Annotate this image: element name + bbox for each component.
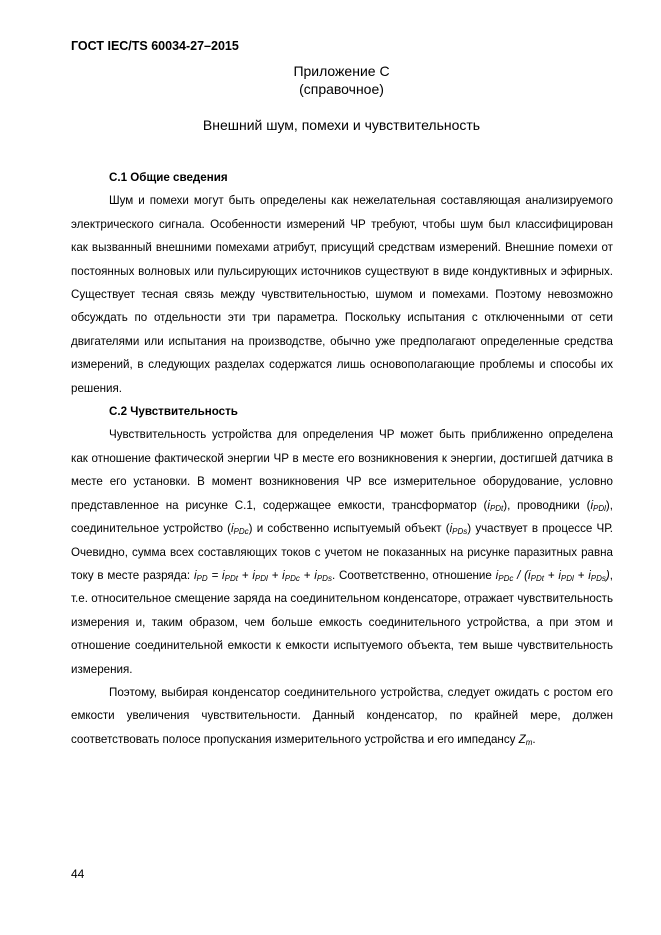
current-symbol: $i_{PDt}$: [487, 498, 504, 513]
text-run: ) и собственно испытуемый объект (: [248, 522, 450, 536]
paragraph-c1: Шум и помехи могут быть определены как нежелательная составляющая анализируемого электрического сигнала. Особенности измерений ЧР требуют, чтобы шум был классифицирован как вызванный внешними помехами атрибут, присущий средствам измерений. Внешние помехи от постоянных волновых или пульсирующих источников существуют в виде кондуктивных и эфирных. Существует тесная связь между чувствительностью, шумом и помехами. Поэтому невозможно обсуждать по отдельности эти три параметра. Поскольку испытания с отключенными от сети двигателями или испытания на производстве, обычно уже предполагают определенные средства измерений, в следующих разделах содержатся лишь основополагающие проблемы и способы их решения.: [71, 194, 613, 395]
ratio-equation: $i_{PDc} / (i_{PDt} + i_{PDl} + i_{PDs})$: [495, 568, 610, 583]
paragraph-c2-2: [71, 681, 613, 751]
page-number: 44: [71, 867, 85, 881]
text-run: Чувствительность устройства для определения ЧР может быть приближенно определена как отношение фактической энергии ЧР в месте его возникновения к энергии, достигшей датчика в месте его установки. В момент возникновения ЧР все измерительное оборудование, условно представленное на рисунке С.1, содержащее емкости, трансформатор (: [71, 428, 613, 512]
section-heading-c2: С.2 Чувствительность: [109, 405, 238, 419]
text-run: . Соответственно, отношение: [331, 568, 496, 582]
appendix-heading: Внешний шум, помехи и чувствительность: [202, 117, 481, 133]
text-run: ), проводники (: [503, 498, 591, 512]
text-run: .: [532, 732, 536, 746]
text-run: Поэтому, выбирая конденсатор соединительного устройства, следует ожидать с ростом его емкости увеличения чувствительности. Данный конденсатор, по крайней мере, должен соответствовать полосе пропускания измерительного устройства и его импедансу: [71, 685, 613, 746]
current-equation: $i_{PD} = i_{PDt} + i_{PDl} + i_{PDc} + i_{PDs}$: [193, 568, 332, 583]
paragraph-c2-1: [71, 423, 613, 680]
appendix-type: (справочное): [299, 81, 384, 97]
current-symbol: $i_{PDs}$: [449, 522, 468, 537]
appendix-label: Приложение С: [293, 63, 390, 79]
impedance-symbol: $Z_m$: [518, 732, 533, 747]
document-header: ГОСТ IEC/TS 60034-27–2015: [71, 39, 239, 53]
appendix-title: [71, 62, 612, 98]
text-run: , т.е. относительное смещение заряда на соединительном конденсаторе, отражает чувствительность измерения и, таким образом, чем больше емкость соединительного устройства, а при этом и отношение соединительной емкости к емкости испытуемого объекта, тем выше чувствительность измерения.: [71, 568, 613, 676]
current-symbol: $i_{PDc}$: [230, 522, 249, 537]
section-heading-c1: С.1 Общие сведения: [109, 171, 228, 184]
current-symbol: $i_{PDl}$: [590, 498, 606, 513]
text-run: ), соединительное устройство (: [71, 498, 613, 536]
text-run: ) участвует в процессе ЧР. Очевидно, сумма всех составляющих токов с учетом не показанных на рисунке паразитных равна току в месте разряда:: [71, 522, 613, 582]
document-body: [71, 166, 613, 751]
